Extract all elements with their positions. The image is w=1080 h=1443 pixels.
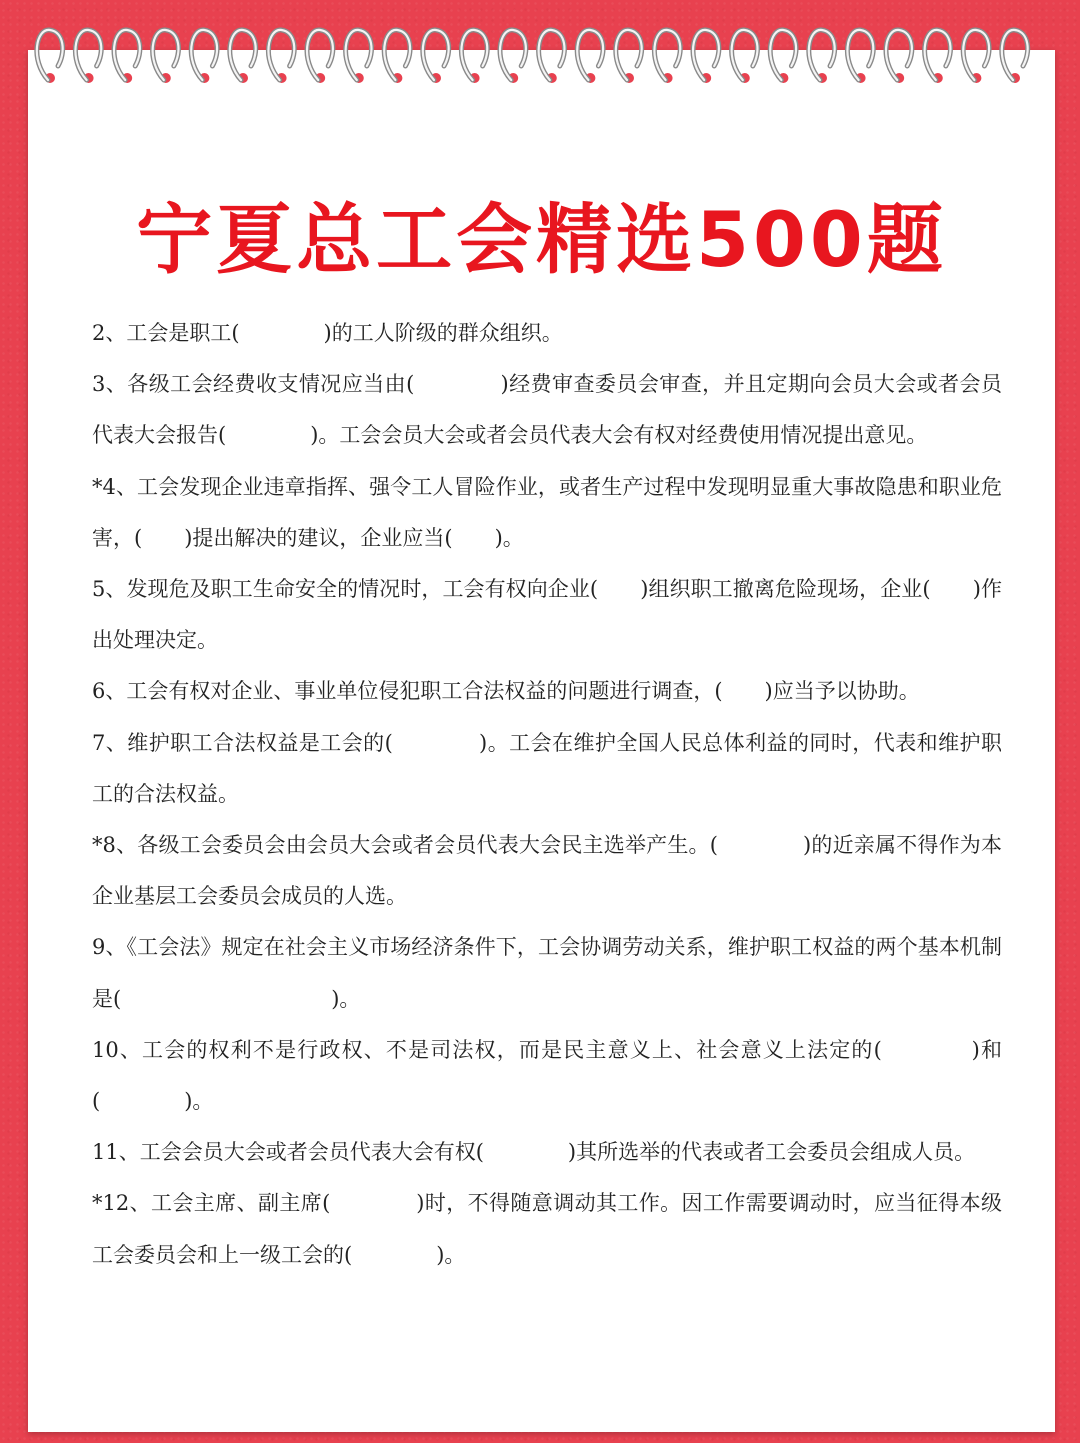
question-item: *12、工会主席、副主席( )时，不得随意调动其工作。因工作需要调动时，应当征得本级工会委员会和上一级工会的( )。 (92, 1191, 1002, 1267)
question-item: 7、维护职工合法权益是工会的( )。工会在维护全国人民总体利益的同时，代表和维护职工的合法权益。 (92, 730, 1002, 806)
question-item: 5、发现危及职工生命安全的情况时，工会有权向企业( )组织职工撤离危险现场，企业( )作出处理决定。 (92, 577, 1002, 653)
question-item: *4、工会发现企业违章指挥、强令工人冒险作业，或者生产过程中发现明显重大事故隐患和职业危害，( )提出解决的建议，企业应当( )。 (92, 474, 1002, 550)
question-item: 6、工会有权对企业、事业单位侵犯职工合法权益的问题进行调查，( )应当予以协助。 (92, 679, 920, 704)
question-item: *8、各级工会委员会由会员大会或者会员代表大会民主选举产生。( )的近亲属不得作为本企业基层工会委员会成员的人选。 (92, 833, 1002, 909)
question-item: 9、《工会法》规定在社会主义市场经济条件下，工会协调劳动关系，维护职工权益的两个基本机制是( )。 (92, 935, 1002, 1011)
question-item: 10、工会的权利不是行政权、不是司法权，而是民主意义上、社会意义上法定的( )和( )。 (92, 1037, 1002, 1114)
question-list (92, 308, 1002, 1281)
question-item: 11、工会会员大会或者会员代表大会有权( )其所选举的代表或者工会委员会组成人员。 (92, 1140, 976, 1165)
question-item: 2、工会是职工( )的工人阶级的群众组织。 (92, 321, 563, 345)
page-title: 宁夏总工会精选500题 (136, 195, 947, 284)
question-item: 3、各级工会经费收支情况应当由( )经费审查委员会审查，并且定期向会员大会或者会员代表大会报告( )。工会会员大会或者会员代表大会有权对经费使用情况提出意见。 (92, 372, 1002, 448)
